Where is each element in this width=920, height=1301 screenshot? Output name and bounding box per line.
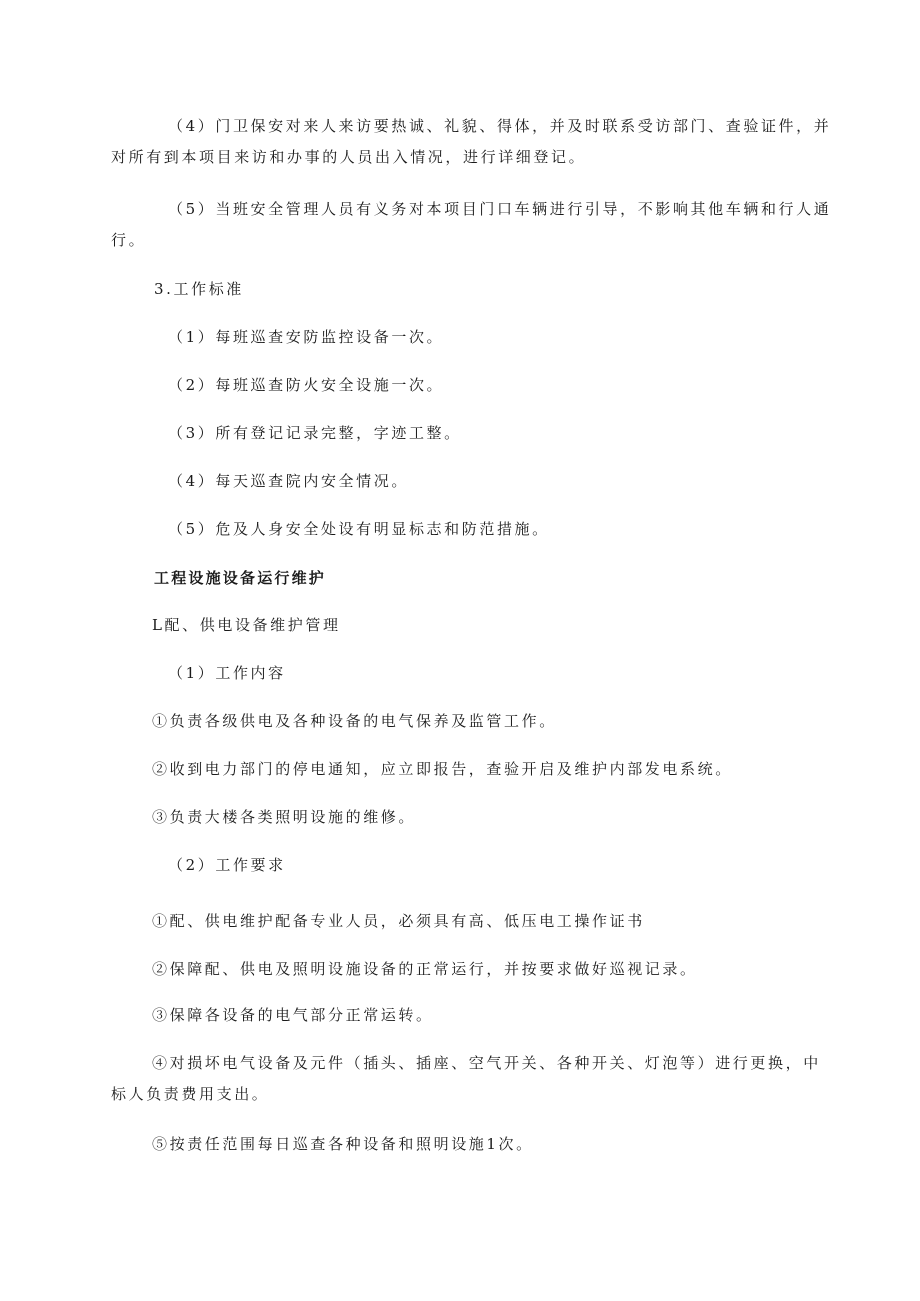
standard-item-1: （1）每班巡查安防监控设备一次。 [168,328,445,346]
paragraph-5-line-1: （5）当班安全管理人员有义务对本项目门口车辆进行引导，不影响其他车辆和行人通 [168,200,832,218]
requirement-item-1: ①配、供电维护配备专业人员，必须具有高、低压电工操作证书 [152,912,645,930]
work-content-item-2: ②收到电力部门的停电通知，应立即报告，查验开启及维护内部发电系统。 [152,760,733,778]
requirement-item-3: ③保障各设备的电气部分正常运转。 [152,1006,434,1024]
work-requirements-heading: （2）工作要求 [168,856,286,874]
standard-item-3: （3）所有登记记录完整，字迹工整。 [168,424,462,442]
paragraph-4-line-1: （4）门卫保安对来人来访要热诚、礼貌、得体，并及时联系受访部门、查验证件，并 [168,117,832,135]
requirement-item-4-line-2: 标人负责费用支出。 [111,1085,270,1103]
requirement-item-2: ②保障配、供电及照明设施设备的正常运行，并按要求做好巡视记录。 [152,960,698,978]
subsection-heading-power: L配、供电设备维护管理 [152,616,341,634]
standard-item-2: （2）每班巡查防火安全设施一次。 [168,376,445,394]
requirement-item-4-line-1: ④对损坏电气设备及元件（插头、插座、空气开关、各种开关、灯泡等）进行更换，中 [152,1054,821,1072]
requirement-item-5: ⑤按责任范围每日巡查各种设备和照明设施1次。 [152,1135,534,1153]
work-content-item-3: ③负责大楼各类照明设施的维修。 [152,808,417,826]
work-content-heading: （1）工作内容 [168,664,286,682]
standard-item-4: （4）每天巡查院内安全情况。 [168,472,409,490]
section-heading-work-standards: 3.工作标准 [154,280,244,298]
section-heading-maintenance: 工程设施设备运行维护 [154,569,327,587]
work-content-item-1: ①负责各级供电及各种设备的电气保养及监管工作。 [152,712,557,730]
standard-item-5: （5）危及人身安全处设有明显标志和防范措施。 [168,520,550,538]
paragraph-5-line-2: 行。 [111,231,147,249]
paragraph-4-line-2: 对所有到本项目来访和办事的人员出入情况，进行详细登记。 [111,148,587,166]
